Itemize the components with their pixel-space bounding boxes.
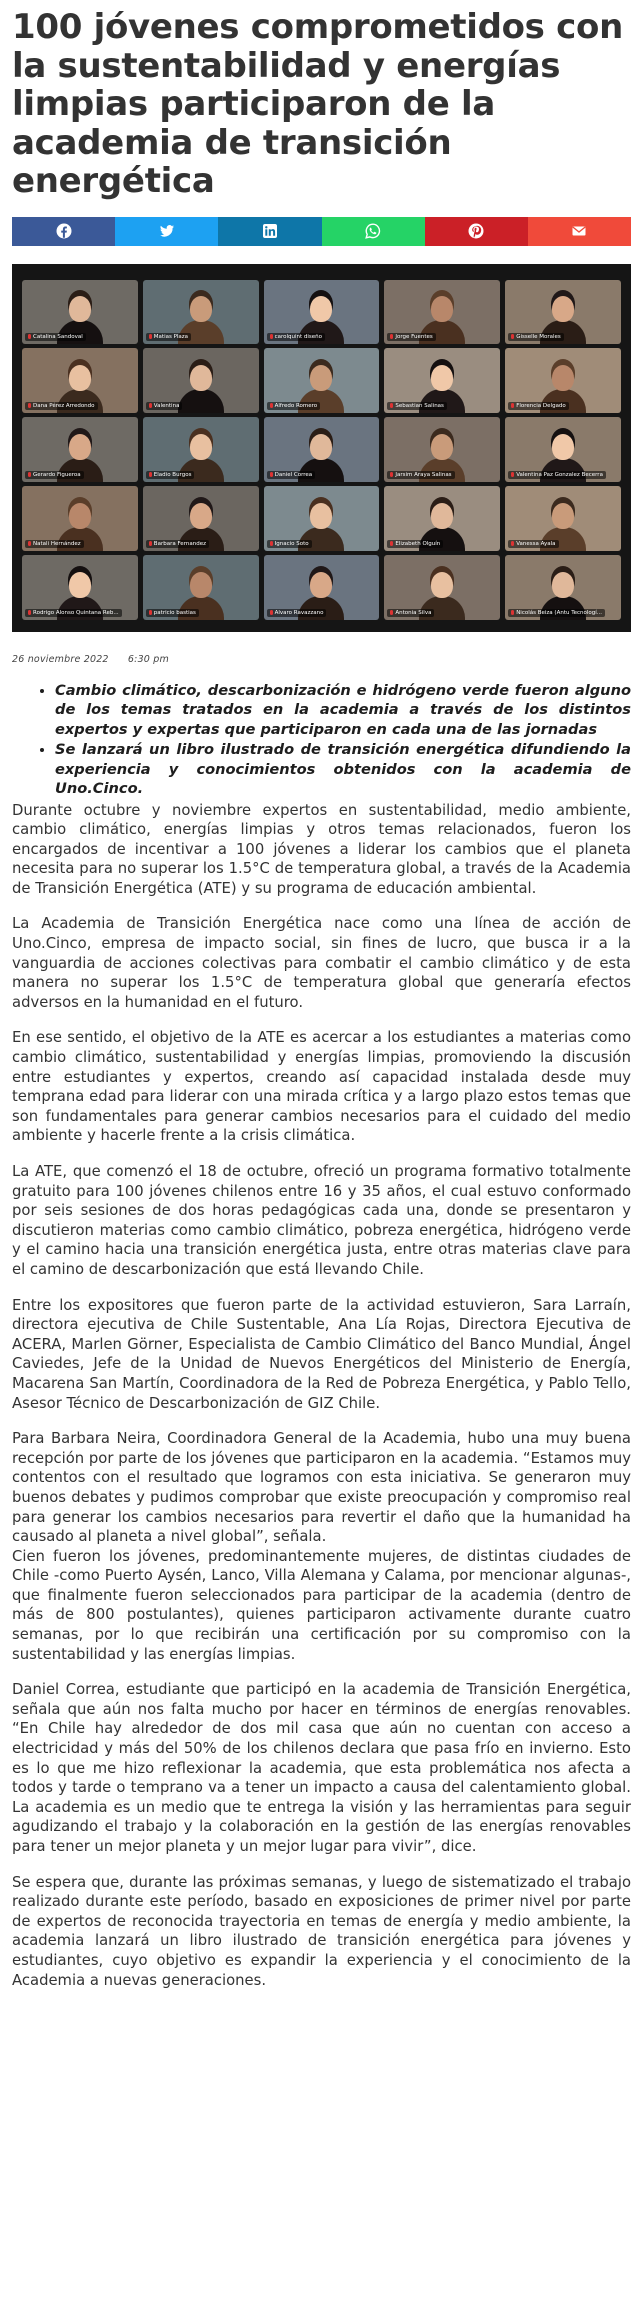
muted-mic-icon [28, 541, 31, 546]
participant-face [69, 503, 91, 529]
participant-tile [22, 280, 138, 345]
participant-name [267, 402, 321, 410]
article-paragraph: Entre los expositores que fueron parte de la actividad estuvieron, Sara Larraín, directora ejecutiva de Chile Sustentable, Ana Lía Rojas, Directora Ejecutiva de ACERA, Marlen Görner, Especialista de Cambio Climático del Banco Mundial, Ángel Caviedes, Jefe de la Unidad de Nuevos Energéticos del Ministerio de Energía, Macarena San Martín, Coordinadora de la Red de Pobreza Energética, y Pablo Tello, Asesor Técnico de Descarbonización de GIZ Chile. [12, 1296, 631, 1412]
participant-name [146, 333, 191, 341]
participant-name [508, 402, 569, 410]
article-paragraph: Daniel Correa, estudiante que participó en la academia de Transición Energética, señala que aún nos falta mucho por hacer en términos de energías renovables. “En Chile hay alrededor de dos mil casa que aún no cuentan con acceso a electricidad y más del 50% de los chilenos declara que pasa frío en invierno. Esto es lo que me hizo reflexionar la academia, que esta problemática nos afecta a todos y tarde o temprano va a tener un impacto a causa del calentamiento global. La academia es un medio que te entrega la visión y las herramientas para seguir agudizando el trabajo y la colaboración en la gestión de las energías renovables para tener un mejor planeta y un mejor lugar para vivir”, dice. [12, 1681, 631, 1855]
participant-name-text: Dana Pérez Arredondo [33, 403, 95, 410]
share-whatsapp-button[interactable] [322, 217, 425, 246]
linkedin-icon [262, 223, 278, 239]
participant-tile [264, 280, 380, 345]
participant-name-text: Natali Hernández [33, 540, 81, 547]
pinterest-icon [468, 223, 484, 239]
muted-mic-icon [390, 541, 393, 546]
participant-face [310, 572, 332, 598]
participant-face [190, 365, 212, 391]
participant-tile [22, 555, 138, 620]
participant-name [508, 540, 558, 548]
participant-name-text: Valentina [153, 403, 180, 410]
participant-tile [22, 486, 138, 551]
participant-tile [264, 555, 380, 620]
participant-tile [22, 348, 138, 413]
article-date: 26 noviembre 2022 [12, 653, 109, 665]
muted-mic-icon [390, 403, 393, 408]
muted-mic-icon [28, 403, 31, 408]
participant-face [69, 434, 91, 460]
participant-tile [505, 280, 621, 345]
muted-mic-icon [270, 403, 273, 408]
participant-name-text: Nicolás Beiza (Antu Tecnologí... [516, 609, 603, 616]
muted-mic-icon [270, 472, 273, 477]
participant-tile [384, 348, 500, 413]
participant-name [267, 333, 325, 341]
muted-mic-icon [511, 403, 514, 408]
participant-face [310, 503, 332, 529]
article-paragraph: Se espera que, durante las próximas semanas, y luego de sistematizado el trabajo realizado durante este período, basado en exposiciones de primer nivel por parte de expertos de reconocida trayectoria en temas de energía y medio ambiente, la academia lanzará un libro ilustrado de transición energética para jóvenes y estudiantes, cuyo objetivo es expandir la experiencia y el conocimiento de la Academia a nuevas generaciones. [12, 1873, 631, 1989]
muted-mic-icon [28, 610, 31, 615]
participant-name [146, 540, 209, 548]
participant-name-text: Barbara Fernandez [153, 540, 206, 547]
participant-tile [264, 348, 380, 413]
participant-name [508, 471, 606, 479]
email-icon [571, 223, 587, 239]
participant-face [69, 572, 91, 598]
whatsapp-icon [365, 223, 381, 239]
participant-tile [143, 486, 259, 551]
article-title: 100 jóvenes comprometidos con la sustentabilidad y energías limpias participaron de la academia de transición energética [12, 7, 623, 201]
highlight-item: • Se lanzará un libro ilustrado de transición energética difundiendo la experiencia y conocimientos obtenidos con la academia de Uno.Cinco. [55, 740, 631, 799]
participant-face [431, 503, 453, 529]
participant-name-text: Vanessa Ayala [516, 540, 556, 547]
participant-grid [22, 280, 621, 620]
participant-name-text: Sebastian Salinas [395, 403, 444, 410]
article-body [12, 801, 631, 1991]
participant-name-text: patricio bastias [153, 609, 196, 616]
participant-name [267, 471, 316, 479]
participant-name-text: Ignacio Soto [274, 540, 309, 547]
participant-face [431, 434, 453, 460]
participant-face [190, 296, 212, 322]
participant-name-text: Antonia Silva [395, 609, 432, 616]
participant-name-text: Jorge Fuentes [395, 334, 433, 341]
article-paragraph: Para Barbara Neira, Coordinadora General de la Academia, hubo una muy buena recepción por parte de los jóvenes que participaron en la academia. “Estamos muy contentos con el resultado que logramos con esta iniciativa. Se generaron muy buenos debates y pudimos comprobar que existe preocupación y compromiso real para generar los cambios necesarios para revertir el daño que la humanidad ha causado al planeta a nivel global”, señala. [12, 1430, 631, 1546]
participant-tile [505, 555, 621, 620]
muted-mic-icon [149, 334, 152, 339]
participant-name [387, 609, 434, 617]
muted-mic-icon [149, 472, 152, 477]
participant-tile [384, 280, 500, 345]
participant-face [310, 296, 332, 322]
participant-name-text: Gisselle Morales [516, 334, 561, 341]
participant-face [431, 365, 453, 391]
participant-face [310, 434, 332, 460]
participant-name-text: Rodrigo Alonso Quintana Reb... [33, 609, 119, 616]
participant-face [552, 365, 574, 391]
participant-face [552, 572, 574, 598]
participant-name [508, 333, 564, 341]
share-pinterest-button[interactable] [425, 217, 528, 246]
article-paragraph: Cien fueron los jóvenes, predominantemente mujeres, de distintas ciudades de Chile -como Puerto Aysén, Lanco, Villa Alemana y Calama, por mencionar algunas-, que finalmente fueron seleccionados para participar de la academia (dentro de más de 800 postulantes), quienes participaron activamente durante cuatro semanas, por lo que recibirán una certificación por su compromiso con la sustentabilidad y las energías limpias. [12, 1547, 631, 1663]
article-paragraph: La Academia de Transición Energética nace como una línea de acción de Uno.Cinco, empresa de impacto social, sin fines de lucro, que busca ir a la vanguardia de acciones colectivas para combatir el cambio climático y de esta manera no superar los 1.5°C de temperatura global que generaría efectos adversos en la humanidad en el futuro. [12, 915, 631, 1011]
participant-name [146, 609, 199, 617]
participant-face [190, 503, 212, 529]
participant-name-text: Eladio Burgos [153, 471, 192, 478]
participant-name [25, 333, 86, 341]
article-time: 6:30 pm [127, 653, 169, 665]
participant-name-text: Catalina Sandoval [33, 334, 83, 341]
article-meta [12, 654, 631, 665]
participant-name [267, 540, 312, 548]
participant-name [267, 609, 327, 617]
muted-mic-icon [390, 334, 393, 339]
participant-name-text: carolquint diseño [274, 334, 323, 341]
participant-name [25, 609, 122, 617]
participant-tile [505, 348, 621, 413]
participant-name-text: Valentina Paz Gonzalez Becerra [516, 471, 603, 478]
muted-mic-icon [28, 334, 31, 339]
muted-mic-icon [270, 334, 273, 339]
participant-tile [22, 417, 138, 482]
participant-face [190, 572, 212, 598]
article-paragraph: La ATE, que comenzó el 18 de octubre, ofreció un programa formativo totalmente gratuito para 100 jóvenes chilenos entre 16 y 35 años, el cual estuvo conformado por seis sesiones de dos horas pedagógicas cada una, donde se presentaron y discutieron materias como cambio climático, pobreza energética, hidrógeno verde y el camino hacia una transición energética justa, entre otras materias clave para el camino de descarbonización que está llevando Chile. [12, 1163, 631, 1278]
participant-face [431, 572, 453, 598]
participant-name [25, 540, 84, 548]
participant-name-text: Alvaro Ravazzano [274, 609, 324, 616]
participant-name [146, 471, 195, 479]
participant-face [552, 296, 574, 322]
participant-name [508, 609, 605, 617]
muted-mic-icon [149, 403, 152, 408]
participant-tile [264, 417, 380, 482]
participant-name [25, 471, 84, 479]
participant-tile [143, 555, 259, 620]
participant-name-text: Jarsim Araya Salinas [395, 471, 452, 478]
participant-tile [143, 348, 259, 413]
participant-name [387, 540, 443, 548]
muted-mic-icon [270, 610, 273, 615]
participant-name [146, 402, 183, 410]
twitter-icon [159, 223, 175, 239]
participant-tile [384, 555, 500, 620]
participant-face [69, 296, 91, 322]
article-highlights [12, 681, 631, 799]
participant-name [387, 402, 447, 410]
participant-name [387, 333, 435, 341]
highlight-item: • Cambio climático, descarbonización e hidrógeno verde fueron alguno de los temas tratados en la academia a través de los distintos expertos y expertas que participaron en cada una de las jornadas [55, 681, 631, 740]
participant-name-text: Gerardo Figueroa [33, 471, 81, 478]
participant-face [190, 434, 212, 460]
muted-mic-icon [149, 541, 152, 546]
participant-figure [178, 389, 224, 413]
participant-name [387, 471, 454, 479]
muted-mic-icon [28, 472, 31, 477]
participant-face [552, 434, 574, 460]
facebook-icon [56, 223, 72, 239]
share-twitter-button[interactable] [115, 217, 218, 246]
participant-face [431, 296, 453, 322]
muted-mic-icon [149, 610, 152, 615]
participant-face [552, 503, 574, 529]
share-bar [12, 217, 631, 246]
share-facebook-button[interactable] [12, 217, 115, 246]
participant-tile [143, 417, 259, 482]
participant-name-text: Alfredo Romero [274, 403, 318, 410]
participant-tile [264, 486, 380, 551]
participant-tile [505, 486, 621, 551]
video-call-photo [12, 264, 631, 632]
participant-name [25, 402, 98, 410]
muted-mic-icon [511, 334, 514, 339]
muted-mic-icon [511, 472, 514, 477]
muted-mic-icon [511, 541, 514, 546]
participant-tile [143, 280, 259, 345]
muted-mic-icon [390, 610, 393, 615]
article-paragraph: Durante octubre y noviembre expertos en sustentabilidad, medio ambiente, cambio climático, energías limpias y otros temas relacionados, fueron los encargados de incentivar a 100 jóvenes a liderar los cambios que el planeta necesita para no superar los 1.5°C de temperatura global, a través de la Academia de Transición Energética (ATE) y su programa de educación ambiental. [12, 801, 631, 897]
participant-name-text: Daniel Correa [274, 471, 313, 478]
participant-face [69, 365, 91, 391]
participant-name-text: Matias Plaza [153, 334, 189, 341]
participant-tile [384, 486, 500, 551]
article-paragraph: En ese sentido, el objetivo de la ATE es acercar a los estudiantes a materias como cambio climático, sustentabilidad y energías limpias, promoviendo la discusión entre estudiantes y expertos, creando así capacidad instalada desde muy temprana edad para liderar con una mirada crítica y a largo plazo estos temas que son fundamentales para generar cambios necesarios para el cuidado del medio ambiente y hacerle frente a la crisis climática. [12, 1029, 631, 1145]
muted-mic-icon [511, 610, 514, 615]
participant-tile [505, 417, 621, 482]
muted-mic-icon [390, 472, 393, 477]
participant-name-text: Elizabeth Olguín [395, 540, 441, 547]
muted-mic-icon [270, 541, 273, 546]
participant-name-text: Florencia Delgado [516, 403, 566, 410]
participant-tile [384, 417, 500, 482]
share-email-button[interactable] [528, 217, 631, 246]
share-linkedin-button[interactable] [218, 217, 321, 246]
participant-face [310, 365, 332, 391]
